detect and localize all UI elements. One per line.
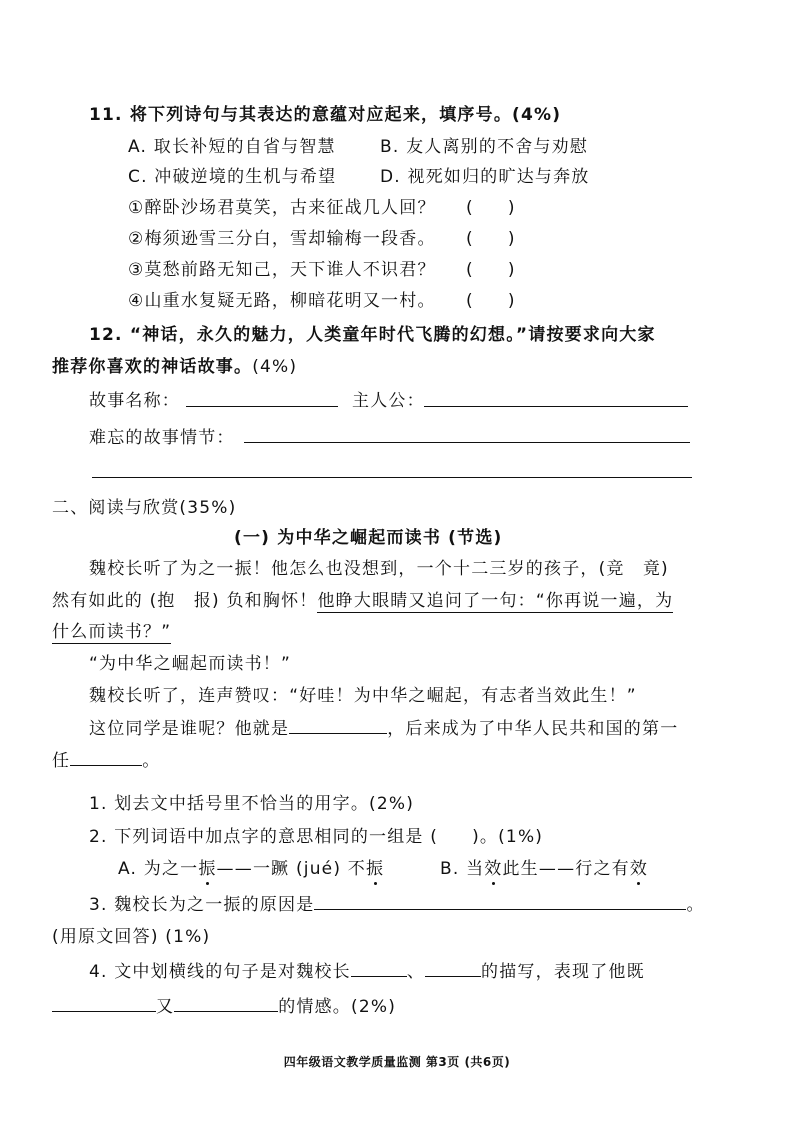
dotted-char: 效 — [484, 859, 503, 879]
question-2-option-a: A. 为之一振——一蹶 (jué) 不振 — [118, 859, 385, 879]
answer-paren-2[interactable]: ( ) — [466, 229, 516, 249]
question-1: 1. 划去文中括号里不恰当的用字。(2%) — [89, 794, 415, 814]
story-name-blank[interactable] — [186, 406, 338, 407]
question-3: 3. 魏校长为之一振的原因是 。 — [89, 895, 705, 915]
answer-blank[interactable] — [425, 960, 481, 977]
title-blank[interactable] — [70, 749, 142, 766]
dotted-char: 振 — [198, 859, 217, 879]
passage-title: (一) 为中华之崛起而读书 (节选) — [234, 528, 503, 548]
poem-line: ③莫愁前路无知己，天下谁人不识君？ — [128, 260, 436, 280]
q11-option-d: D. 视死如归的旷达与奔放 — [380, 167, 590, 187]
question-2-option-b: B. 当效此生——行之有效 — [440, 859, 649, 879]
q12-title-line2: 推荐你喜欢的神话故事。(4%) — [52, 357, 298, 377]
plot-label: 难忘的故事情节： — [89, 428, 235, 448]
section-heading: 二、阅读与欣赏(35%) — [52, 498, 237, 518]
dotted-char: 振 — [365, 859, 385, 879]
dotted-char: 效 — [629, 859, 649, 879]
answer-blank[interactable] — [174, 995, 278, 1012]
name-blank[interactable] — [289, 717, 387, 734]
q11-option-b: B. 友人离别的不舍与劝慰 — [380, 137, 589, 157]
passage-p1-line1: 魏校长听了为之一振！他怎么也没想到，一个十二三岁的孩子，(竞 竟) — [89, 559, 669, 579]
answer-blank[interactable] — [52, 995, 156, 1012]
question-4: 4. 文中划横线的句子是对魏校长 、 的描写，表现了他既 — [89, 962, 645, 982]
answer-paren-4[interactable]: ( ) — [466, 291, 516, 311]
q11-option-c: C. 冲破逆境的生机与希望 — [128, 167, 337, 187]
plot-blank-1[interactable] — [244, 442, 690, 443]
underlined-sentence-end: 什么而读书？” — [52, 622, 172, 642]
protagonist-label: 主人公： — [352, 391, 425, 411]
q11-line-2 — [128, 228, 436, 250]
passage-p1-line3 — [52, 621, 171, 643]
answer-blank[interactable] — [351, 960, 407, 977]
protagonist-blank[interactable] — [424, 406, 688, 407]
q11-line-4 — [128, 290, 436, 312]
plot-blank-2[interactable] — [92, 477, 692, 478]
answer-paren-3[interactable]: ( ) — [466, 260, 516, 280]
q11-title: 11. 将下列诗句与其表达的意蕴对应起来，填序号。(4%) — [89, 105, 562, 125]
question-2: 2. 下列词语中加点字的意思相同的一组是 ( )。(1%) — [89, 827, 544, 847]
poem-line: ①醉卧沙场君莫笑，古来征战几人回？ — [128, 198, 436, 218]
passage-p5: 任 。 — [52, 751, 161, 771]
question-3-note: (用原文回答) (1%) — [52, 927, 211, 947]
answer-blank[interactable] — [314, 893, 686, 910]
q11-option-a: A. 取长补短的自省与智慧 — [128, 137, 336, 157]
poem-line: ②梅须逊雪三分白，雪却输梅一段香。 — [128, 229, 436, 249]
q11-line-1 — [128, 197, 436, 219]
story-name-label: 故事名称： — [89, 391, 180, 411]
page-footer: 四年级语文教学质量监测 第3页 (共6页) — [283, 1055, 511, 1069]
passage-p2: “为中华之崛起而读书！” — [89, 654, 292, 674]
poem-line: ④山重水复疑无路，柳暗花明又一村。 — [128, 291, 436, 311]
question-4-line2: 又 的情感。(2%) — [52, 995, 396, 1018]
underlined-sentence: 他睁大眼睛又追问了一句：“你再说一遍，为 — [317, 591, 674, 611]
passage-p4: 这位同学是谁呢？他就是 ，后来成为了中华人民共和国的第一 — [89, 719, 679, 739]
q11-line-3 — [128, 259, 436, 281]
q12-title-line1: 12. “神话，永久的魅力，人类童年时代飞腾的幻想。”请按要求向大家 — [89, 325, 656, 345]
passage-p1-line2: 然有如此的 (抱 报) 负和胸怀！他睁大眼睛又追问了一句：“你再说一遍，为 — [52, 591, 674, 611]
answer-paren-1[interactable]: ( ) — [466, 198, 516, 218]
passage-p3: 魏校长听了，连声赞叹：“好哇！为中华之崛起，有志者当效此生！” — [89, 686, 637, 706]
